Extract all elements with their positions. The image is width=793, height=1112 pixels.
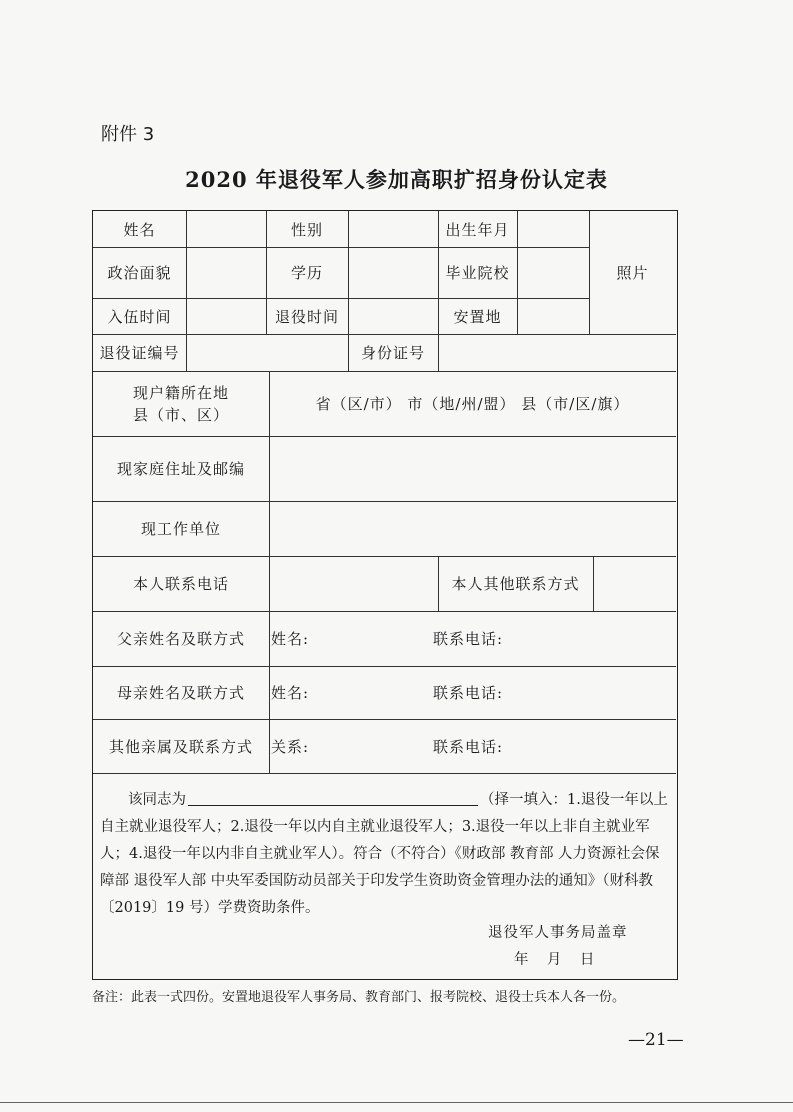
home-address-label: 现家庭住址及邮编 (116, 460, 245, 478)
household-label (93, 371, 269, 436)
id-field[interactable] (438, 334, 676, 371)
father-phone-field[interactable]: 联系电话: (433, 630, 504, 648)
footnote: 备注：此表一式四份。安置地退役军人事务局、教育部门、报考院校、退役士兵本人各一份。 (92, 990, 626, 1005)
statement-text: （择一填入：1.退役一年以上自主就业退役军人；2.退役一年以内自主就业退役军人；3.退役一年以上非自主就业军人；4.退役一年以内非自主就业军人）。符合（不符合）《财政部 教育部 人力资源社会保障部 退役军人部 中央军委国防动员部关于印发学生资助资金管理办法的通知》（财科教〔2019〕19 号）学费资助条件。 (100, 792, 668, 916)
placement-field[interactable] (517, 298, 589, 334)
education-field[interactable] (348, 247, 438, 298)
other-contact-field[interactable] (593, 556, 676, 611)
other-contact-label: 本人其他联系方式 (451, 575, 580, 593)
political-field[interactable] (186, 247, 266, 298)
birth-field[interactable] (517, 211, 589, 247)
school-label: 毕业院校 (445, 264, 510, 282)
home-address-field[interactable] (269, 436, 676, 501)
gender-field[interactable] (348, 211, 438, 247)
seal-label: 退役军人事务局盖章 (488, 925, 628, 941)
education-label: 学历 (290, 264, 323, 282)
placement-label: 安置地 (453, 307, 502, 326)
photo-area[interactable]: 照片 (616, 264, 649, 282)
attachment-label: 附件 3 (101, 124, 155, 145)
political-label: 政治面貌 (107, 264, 172, 282)
cert-field[interactable] (186, 334, 348, 371)
statement-prefix: 该同志为 (128, 792, 186, 808)
household-label-line1: 现户籍所在地 (132, 383, 229, 402)
statement-paragraph (100, 787, 672, 922)
page-number: —21— (628, 1030, 684, 1050)
date-line: 年 月 日 (514, 952, 595, 968)
workplace-label: 现工作单位 (140, 520, 221, 538)
school-field[interactable] (517, 247, 589, 298)
cert-label: 退役证编号 (99, 344, 180, 362)
workplace-field[interactable] (269, 501, 676, 556)
page-bottom-rule (0, 1102, 793, 1103)
gender-label: 性别 (290, 220, 323, 239)
retire-field[interactable] (348, 298, 438, 334)
name-label: 姓名 (123, 220, 156, 239)
mother-phone-field[interactable]: 联系电话: (433, 684, 504, 702)
relative-name-field[interactable]: 关系: (271, 737, 310, 756)
id-label: 身份证号 (360, 344, 425, 362)
mother-name-field[interactable]: 姓名: (271, 684, 310, 702)
phone-field[interactable] (269, 556, 438, 611)
father-name-field[interactable]: 姓名: (271, 630, 310, 648)
form-title: 2020 年退役军人参加高职扩招身份认定表 (185, 167, 608, 192)
phone-label: 本人联系电话 (132, 575, 229, 593)
birth-label: 出生年月 (445, 220, 510, 239)
father-label: 父亲姓名及联方式 (116, 630, 245, 648)
enlist-label: 入伍时间 (107, 307, 172, 326)
mother-label: 母亲姓名及联方式 (116, 684, 245, 702)
enlist-field[interactable] (186, 298, 266, 334)
relative-label: 其他亲属及联系方式 (108, 737, 253, 756)
name-field[interactable] (186, 211, 266, 247)
household-address-field[interactable]: 省（区/市） 市（地/州/盟） 县（市/区/旗） (315, 395, 630, 413)
retire-label: 退役时间 (274, 307, 339, 326)
statement-blank[interactable] (188, 789, 478, 806)
household-label-line2: 县（市、区） (132, 405, 229, 424)
relative-phone-field[interactable]: 联系电话: (433, 737, 504, 756)
